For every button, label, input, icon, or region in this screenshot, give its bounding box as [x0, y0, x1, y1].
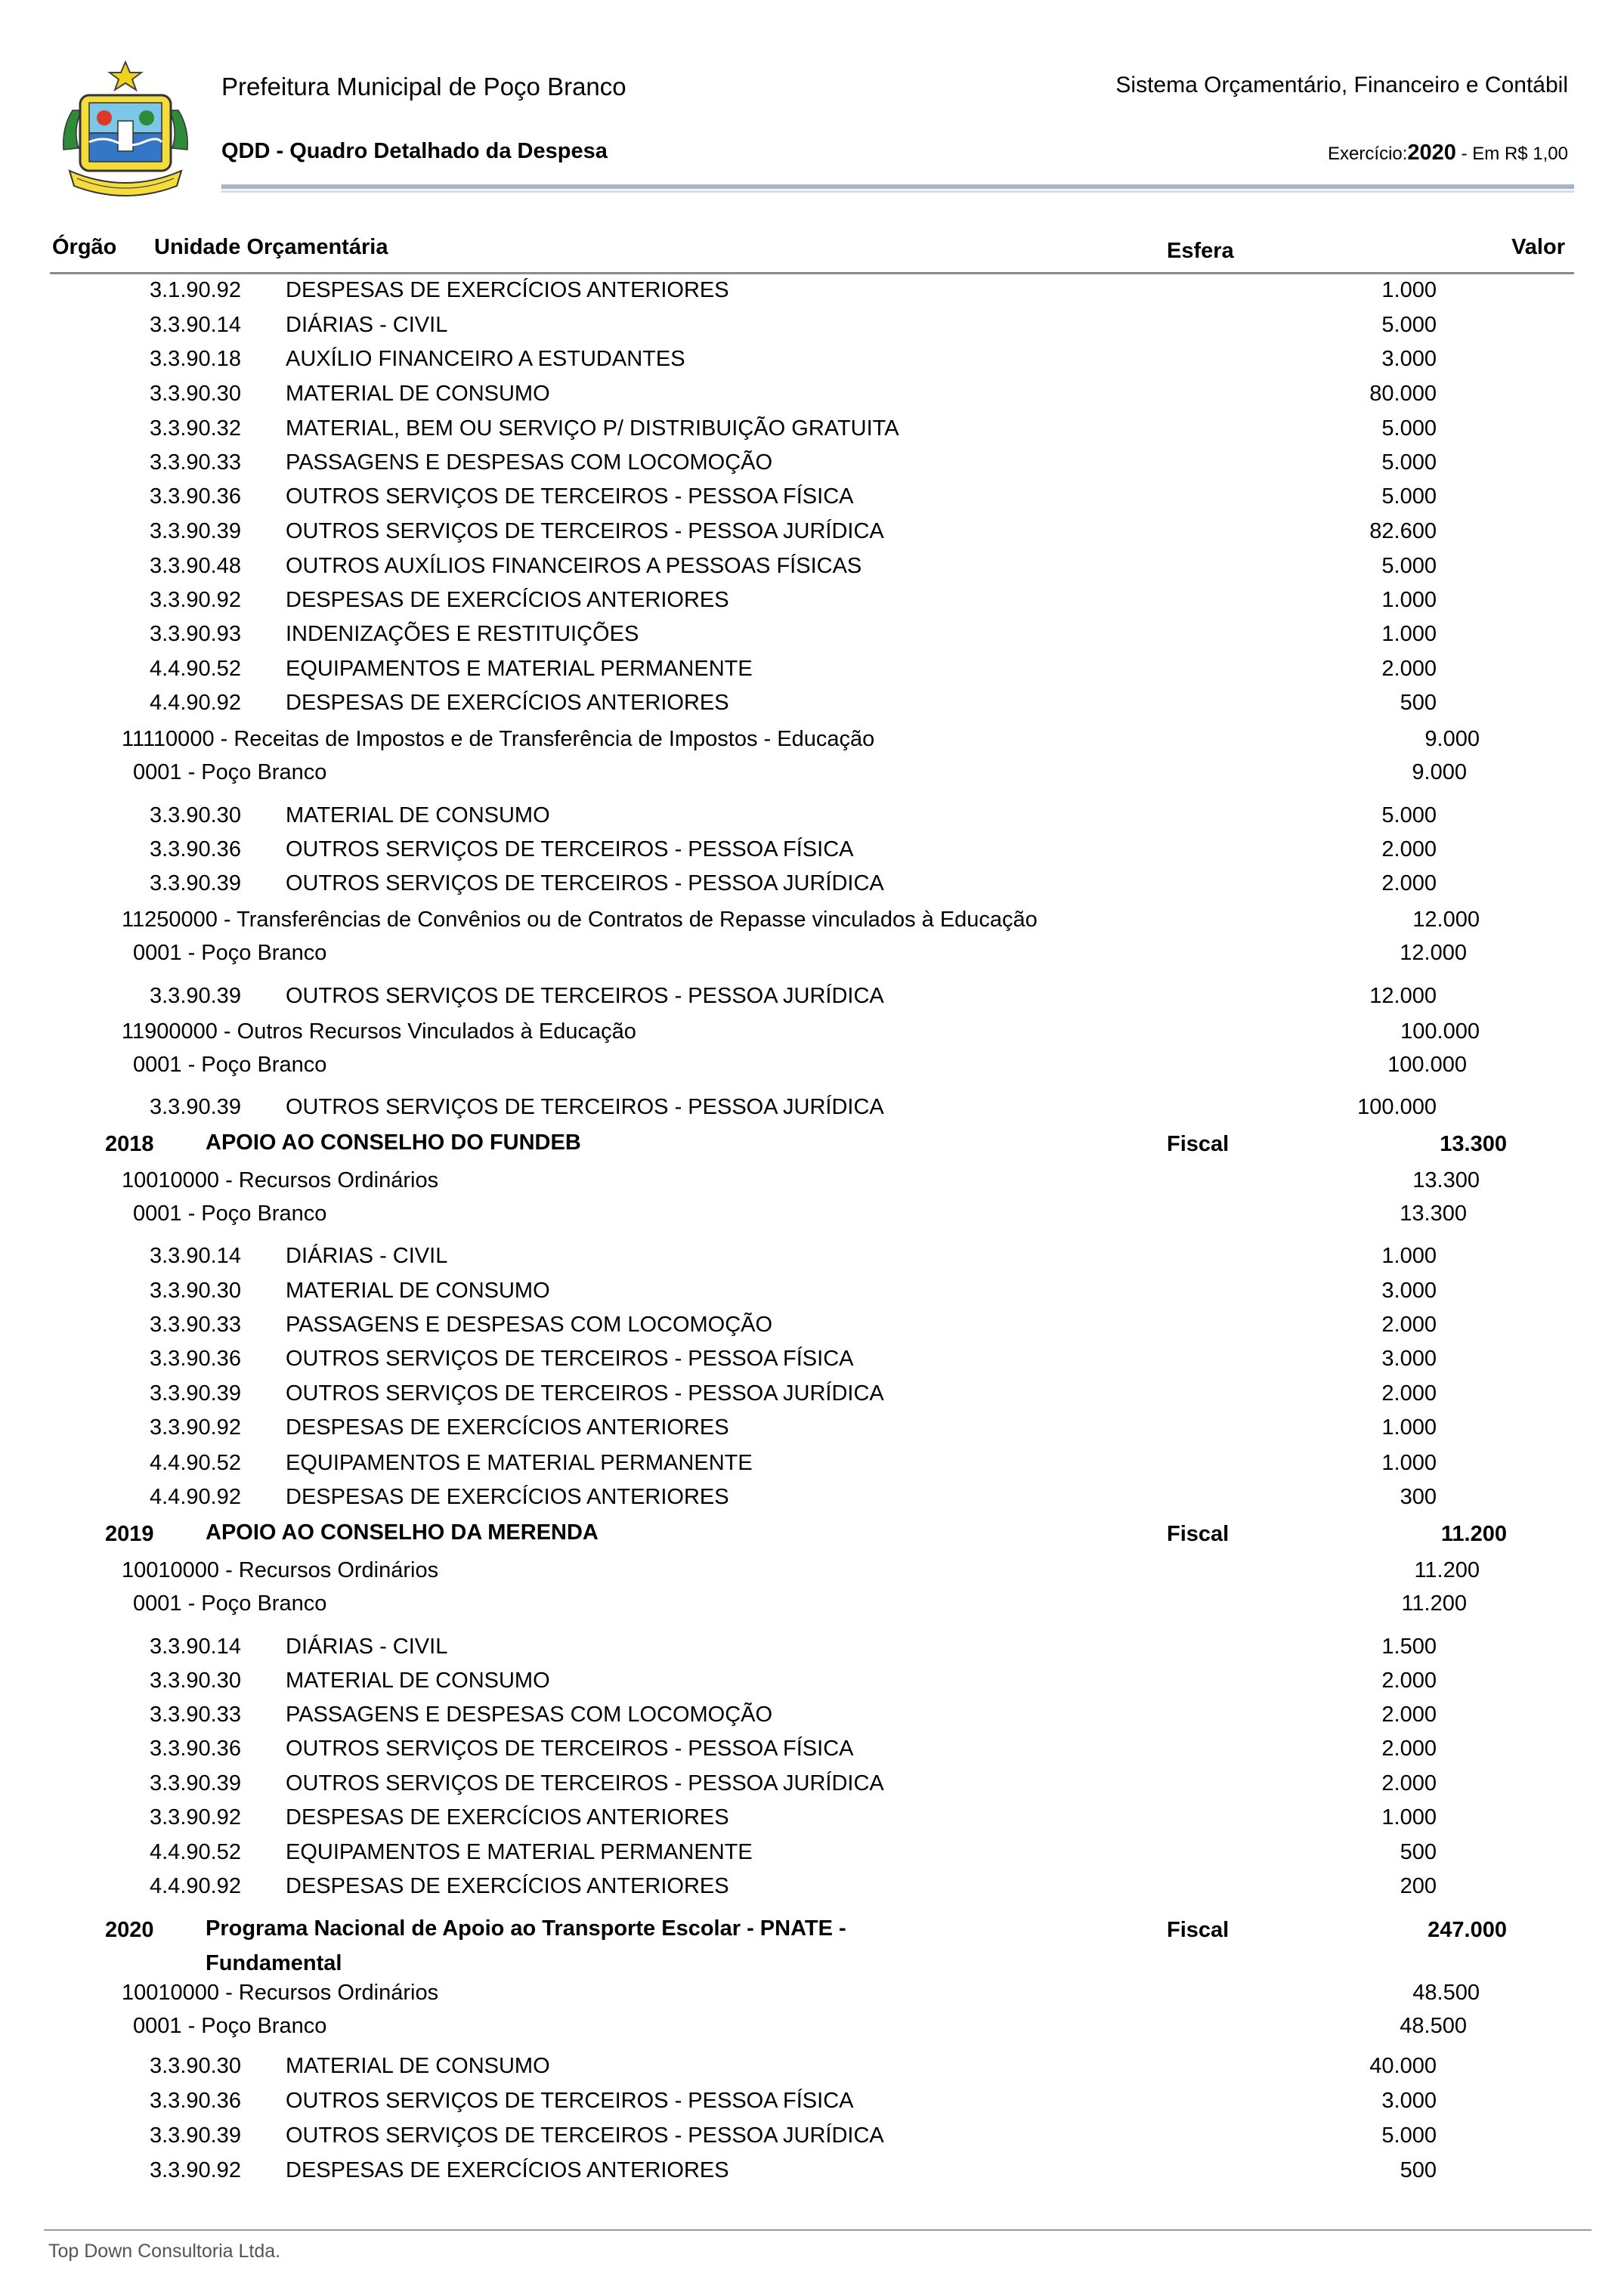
- expense-element-row: [0, 450, 1624, 485]
- column-header-esfera: Esfera: [1167, 239, 1234, 263]
- row-code: 4.4.90.52: [150, 1840, 241, 1864]
- column-header-valor: Valor: [1511, 235, 1565, 259]
- row-description: 0001 - Poço Branco: [133, 1202, 327, 1226]
- row-code: 3.3.90.18: [150, 347, 241, 371]
- row-value: 2.000: [1381, 1313, 1437, 1337]
- row-code: 3.3.90.14: [150, 313, 241, 337]
- row-code: 3.3.90.36: [150, 484, 241, 509]
- row-value: 2.000: [1381, 1737, 1437, 1761]
- row-description: OUTROS SERVIÇOS DE TERCEIROS - PESSOA FÍSICA: [286, 1347, 854, 1371]
- row-description: MATERIAL DE CONSUMO: [286, 2054, 550, 2078]
- municipality-row: [0, 760, 1624, 795]
- row-description: DIÁRIAS - CIVIL: [286, 313, 448, 337]
- row-description: OUTROS SERVIÇOS DE TERCEIROS - PESSOA JURÍDICA: [286, 519, 884, 543]
- row-description: APOIO AO CONSELHO DO FUNDEB: [206, 1130, 581, 1155]
- row-value: 100.000: [1357, 1095, 1437, 1119]
- row-value: 9.000: [1424, 727, 1480, 751]
- row-code: 2020: [105, 1918, 154, 1942]
- row-value: 1.500: [1381, 1635, 1437, 1659]
- expense-element-row: [0, 2089, 1624, 2123]
- row-description: OUTROS SERVIÇOS DE TERCEIROS - PESSOA FÍSICA: [286, 484, 854, 509]
- expense-element-row: [0, 1381, 1624, 1416]
- project-activity-row: [0, 1132, 1624, 1167]
- row-description: AUXÍLIO FINANCEIRO A ESTUDANTES: [286, 347, 685, 371]
- row-description: OUTROS SERVIÇOS DE TERCEIROS - PESSOA JURÍDICA: [286, 871, 884, 895]
- row-description: DIÁRIAS - CIVIL: [286, 1635, 448, 1659]
- row-code: 3.3.90.36: [150, 1737, 241, 1761]
- row-code: 3.3.90.39: [150, 519, 241, 543]
- expense-element-row: [0, 1244, 1624, 1279]
- row-description: 10010000 - Recursos Ordinários: [122, 1168, 439, 1192]
- footer-company: Top Down Consultoria Ltda.: [48, 2241, 281, 2262]
- row-value: 11.200: [1440, 1522, 1507, 1546]
- exercise-label: Exercício:: [1328, 144, 1408, 164]
- municipal-coat-of-arms-icon: [50, 57, 193, 201]
- expense-element-row: [0, 1451, 1624, 1486]
- row-description: 0001 - Poço Branco: [133, 1053, 327, 1077]
- row-description: 0001 - Poço Branco: [133, 1591, 327, 1616]
- row-code: 3.3.90.33: [150, 450, 241, 475]
- row-description: DESPESAS DE EXERCÍCIOS ANTERIORES: [286, 278, 729, 302]
- row-description: EQUIPAMENTOS E MATERIAL PERMANENTE: [286, 657, 753, 681]
- expense-element-row: [0, 1805, 1624, 1840]
- expense-element-row: [0, 803, 1624, 838]
- expense-element-row: [0, 691, 1624, 725]
- municipality-row: [0, 1591, 1624, 1626]
- row-code: 3.3.90.14: [150, 1244, 241, 1268]
- expense-element-row: [0, 278, 1624, 313]
- expense-element-row: [0, 1347, 1624, 1381]
- row-value: 48.500: [1400, 2014, 1467, 2038]
- row-value: 9.000: [1412, 760, 1467, 784]
- row-code: 3.3.90.92: [150, 2158, 241, 2182]
- municipality-title: Prefeitura Municipal de Poço Branco: [221, 73, 626, 101]
- row-value: 100.000: [1400, 1019, 1480, 1044]
- expense-element-row: [0, 2123, 1624, 2158]
- report-title: QDD - Quadro Detalhado da Despesa: [221, 139, 608, 163]
- row-description: DESPESAS DE EXERCÍCIOS ANTERIORES: [286, 1415, 729, 1440]
- expense-element-row: [0, 1279, 1624, 1313]
- exercise-unit: - Em R$ 1,00: [1461, 144, 1568, 164]
- row-value: 3.000: [1381, 1279, 1437, 1303]
- row-description: OUTROS SERVIÇOS DE TERCEIROS - PESSOA FÍSICA: [286, 837, 854, 861]
- expense-element-row: [0, 1737, 1624, 1771]
- footer-divider: [44, 2229, 1592, 2231]
- row-description: DIÁRIAS - CIVIL: [286, 1244, 448, 1268]
- funding-source-row: [0, 1981, 1624, 2015]
- row-description: OUTROS AUXÍLIOS FINANCEIROS A PESSOAS FÍSICAS: [286, 554, 862, 578]
- row-value: 48.500: [1412, 1981, 1480, 2005]
- expense-element-row: [0, 313, 1624, 348]
- row-description: OUTROS SERVIÇOS DE TERCEIROS - PESSOA FÍSICA: [286, 2089, 854, 2113]
- expense-element-row: [0, 1771, 1624, 1806]
- row-value: 2.000: [1381, 1669, 1437, 1693]
- row-description: DESPESAS DE EXERCÍCIOS ANTERIORES: [286, 1485, 729, 1509]
- row-code: 3.3.90.39: [150, 2123, 241, 2148]
- row-description: PASSAGENS E DESPESAS COM LOCOMOÇÃO: [286, 1313, 773, 1337]
- funding-source-row: [0, 908, 1624, 942]
- row-description: [206, 1911, 846, 1981]
- row-code: 3.3.90.39: [150, 871, 241, 895]
- row-code: 4.4.90.52: [150, 1451, 241, 1475]
- row-value: 5.000: [1381, 554, 1437, 578]
- funding-source-row: [0, 1019, 1624, 1054]
- row-value: 500: [1400, 1840, 1437, 1864]
- row-value: 12.000: [1400, 941, 1467, 965]
- row-code: 3.1.90.92: [150, 278, 241, 302]
- expense-element-row: [0, 1669, 1624, 1703]
- expense-element-row: [0, 382, 1624, 416]
- row-code: 3.3.90.32: [150, 416, 241, 441]
- row-value: 2.000: [1381, 657, 1437, 681]
- row-value: 2.000: [1381, 1381, 1437, 1406]
- header-divider-light: [221, 190, 1574, 193]
- row-code: 3.3.90.30: [150, 1279, 241, 1303]
- row-description: DESPESAS DE EXERCÍCIOS ANTERIORES: [286, 1805, 729, 1830]
- row-value: 2.000: [1381, 837, 1437, 861]
- row-value: 13.300: [1412, 1168, 1480, 1192]
- row-code: 3.3.90.36: [150, 1347, 241, 1371]
- row-code: 4.4.90.92: [150, 691, 241, 715]
- row-code: 2018: [105, 1132, 154, 1156]
- municipality-row: [0, 1202, 1624, 1236]
- row-value: 11.200: [1401, 1591, 1467, 1616]
- project-activity-row: [0, 1916, 1624, 1975]
- row-description: MATERIAL DE CONSUMO: [286, 1669, 550, 1693]
- row-code: 4.4.90.92: [150, 1874, 241, 1898]
- row-description: PASSAGENS E DESPESAS COM LOCOMOÇÃO: [286, 450, 773, 475]
- row-value: 80.000: [1369, 382, 1437, 406]
- row-description: EQUIPAMENTOS E MATERIAL PERMANENTE: [286, 1451, 753, 1475]
- exercise-year: 2020: [1407, 141, 1456, 165]
- row-value: 40.000: [1369, 2054, 1437, 2078]
- row-code: 3.3.90.39: [150, 1381, 241, 1406]
- row-code: 3.3.90.92: [150, 1415, 241, 1440]
- expense-element-row: [0, 1415, 1624, 1450]
- row-value: 1.000: [1381, 1805, 1437, 1830]
- row-description: OUTROS SERVIÇOS DE TERCEIROS - PESSOA JURÍDICA: [286, 1771, 884, 1795]
- row-code: 3.3.90.33: [150, 1703, 241, 1727]
- row-value: 12.000: [1369, 984, 1437, 1008]
- row-description: MATERIAL DE CONSUMO: [286, 382, 550, 406]
- expense-element-row: [0, 657, 1624, 691]
- row-description: MATERIAL DE CONSUMO: [286, 803, 550, 827]
- row-description: PASSAGENS E DESPESAS COM LOCOMOÇÃO: [286, 1703, 773, 1727]
- municipality-row: [0, 2014, 1624, 2049]
- row-value: 5.000: [1381, 2123, 1437, 2148]
- row-description: APOIO AO CONSELHO DA MERENDA: [206, 1520, 599, 1545]
- row-value: 12.000: [1412, 908, 1480, 932]
- header-divider: [221, 184, 1574, 189]
- row-code: 3.3.90.93: [150, 622, 241, 646]
- row-description: DESPESAS DE EXERCÍCIOS ANTERIORES: [286, 588, 729, 612]
- row-value: 3.000: [1381, 1347, 1437, 1371]
- row-code: 3.3.90.30: [150, 382, 241, 406]
- row-description: OUTROS SERVIÇOS DE TERCEIROS - PESSOA JURÍDICA: [286, 2123, 884, 2148]
- row-value: 500: [1400, 2158, 1437, 2182]
- row-value: 5.000: [1381, 416, 1437, 441]
- row-code: 3.3.90.30: [150, 803, 241, 827]
- row-value: 5.000: [1381, 803, 1437, 827]
- row-description: OUTROS SERVIÇOS DE TERCEIROS - PESSOA JURÍDICA: [286, 1381, 884, 1406]
- row-value: 100.000: [1387, 1053, 1467, 1077]
- row-value: 1.000: [1381, 588, 1437, 612]
- row-description: INDENIZAÇÕES E RESTITUIÇÕES: [286, 622, 639, 646]
- row-description: 10010000 - Recursos Ordinários: [122, 1981, 439, 2005]
- row-description: 11250000 - Transferências de Convênios ou de Contratos de Repasse vinculados à Educação: [122, 908, 1038, 932]
- row-description: OUTROS SERVIÇOS DE TERCEIROS - PESSOA FÍSICA: [286, 1737, 854, 1761]
- expense-element-row: [0, 416, 1624, 451]
- row-description: 11900000 - Outros Recursos Vinculados à Educação: [122, 1019, 636, 1044]
- row-esfera: Fiscal: [1167, 1522, 1230, 1546]
- row-value: 3.000: [1381, 2089, 1437, 2113]
- row-code: 3.3.90.30: [150, 1669, 241, 1693]
- expense-element-row: [0, 984, 1624, 1019]
- row-value: 1.000: [1381, 278, 1437, 302]
- expense-element-row: [0, 2054, 1624, 2089]
- row-description: OUTROS SERVIÇOS DE TERCEIROS - PESSOA JURÍDICA: [286, 1095, 884, 1119]
- row-value: 13.300: [1440, 1132, 1507, 1156]
- row-code: 3.3.90.48: [150, 554, 241, 578]
- row-value: 11.200: [1414, 1558, 1480, 1582]
- row-value: 5.000: [1381, 450, 1437, 475]
- funding-source-row: [0, 1168, 1624, 1203]
- row-description: 0001 - Poço Branco: [133, 941, 327, 965]
- row-value: 1.000: [1381, 1451, 1437, 1475]
- row-description: DESPESAS DE EXERCÍCIOS ANTERIORES: [286, 1874, 729, 1898]
- row-value: 3.000: [1381, 347, 1437, 371]
- row-value: 82.600: [1369, 519, 1437, 543]
- row-description: MATERIAL DE CONSUMO: [286, 1279, 550, 1303]
- expense-element-row: [0, 1703, 1624, 1737]
- row-code: 4.4.90.52: [150, 657, 241, 681]
- row-description: OUTROS SERVIÇOS DE TERCEIROS - PESSOA JURÍDICA: [286, 984, 884, 1008]
- expense-element-row: [0, 1840, 1624, 1875]
- row-code: 3.3.90.36: [150, 2089, 241, 2113]
- row-value: 5.000: [1381, 313, 1437, 337]
- exercise-info: [1328, 141, 1568, 165]
- expense-element-row: [0, 519, 1624, 554]
- row-description: DESPESAS DE EXERCÍCIOS ANTERIORES: [286, 2158, 729, 2182]
- row-description: 10010000 - Recursos Ordinários: [122, 1558, 439, 1582]
- expense-element-row: [0, 1874, 1624, 1909]
- municipality-row: [0, 1053, 1624, 1087]
- row-code: 3.3.90.30: [150, 2054, 241, 2078]
- project-activity-row: [0, 1522, 1624, 1557]
- row-code: 4.4.90.92: [150, 1485, 241, 1509]
- row-value: 2.000: [1381, 1703, 1437, 1727]
- row-code: 3.3.90.39: [150, 1771, 241, 1795]
- row-code: 3.3.90.39: [150, 1095, 241, 1119]
- row-code: 3.3.90.33: [150, 1313, 241, 1337]
- row-esfera: Fiscal: [1167, 1132, 1230, 1156]
- row-code: 2019: [105, 1522, 154, 1546]
- system-name: Sistema Orçamentário, Financeiro e Contábil: [1115, 73, 1568, 97]
- expense-element-row: [0, 837, 1624, 872]
- expense-element-row: [0, 484, 1624, 519]
- row-esfera: Fiscal: [1167, 1918, 1230, 1942]
- row-code: 3.3.90.36: [150, 837, 241, 861]
- row-description: 0001 - Poço Branco: [133, 2014, 327, 2038]
- funding-source-row: [0, 727, 1624, 762]
- row-value: 500: [1400, 691, 1437, 715]
- row-value: 300: [1400, 1485, 1437, 1509]
- column-header-orgao: Órgão: [52, 235, 117, 259]
- row-description-line1: Programa Nacional de Apoio ao Transporte Escolar - PNATE -: [206, 1916, 846, 1941]
- row-description: 0001 - Poço Branco: [133, 760, 327, 784]
- row-code: 3.3.90.14: [150, 1635, 241, 1659]
- row-value: 2.000: [1381, 1771, 1437, 1795]
- expense-element-row: [0, 1635, 1624, 1669]
- column-header-divider: [50, 272, 1574, 274]
- expense-element-row: [0, 2158, 1624, 2193]
- row-description-line2: Fundamental: [206, 1951, 342, 1975]
- row-value: 2.000: [1381, 871, 1437, 895]
- row-value: 247.000: [1428, 1918, 1507, 1942]
- row-value: 13.300: [1400, 1202, 1467, 1226]
- row-code: 3.3.90.39: [150, 984, 241, 1008]
- row-value: 200: [1400, 1874, 1437, 1898]
- row-value: 1.000: [1381, 1244, 1437, 1268]
- row-code: 3.3.90.92: [150, 1805, 241, 1830]
- municipality-row: [0, 941, 1624, 976]
- row-value: 5.000: [1381, 484, 1437, 509]
- row-description: EQUIPAMENTOS E MATERIAL PERMANENTE: [286, 1840, 753, 1864]
- row-code: 3.3.90.92: [150, 588, 241, 612]
- expense-element-row: [0, 554, 1624, 589]
- row-value: 1.000: [1381, 622, 1437, 646]
- row-description: DESPESAS DE EXERCÍCIOS ANTERIORES: [286, 691, 729, 715]
- row-description: MATERIAL, BEM OU SERVIÇO P/ DISTRIBUIÇÃO GRATUITA: [286, 416, 899, 441]
- column-header-unidade: Unidade Orçamentária: [154, 235, 388, 259]
- expense-element-row: [0, 347, 1624, 382]
- expense-element-row: [0, 588, 1624, 623]
- row-description: 11110000 - Receitas de Impostos e de Transferência de Impostos - Educação: [122, 727, 875, 751]
- funding-source-row: [0, 1558, 1624, 1593]
- expense-element-row: [0, 871, 1624, 906]
- expense-element-row: [0, 1313, 1624, 1347]
- expense-element-row: [0, 622, 1624, 657]
- row-value: 1.000: [1381, 1415, 1437, 1440]
